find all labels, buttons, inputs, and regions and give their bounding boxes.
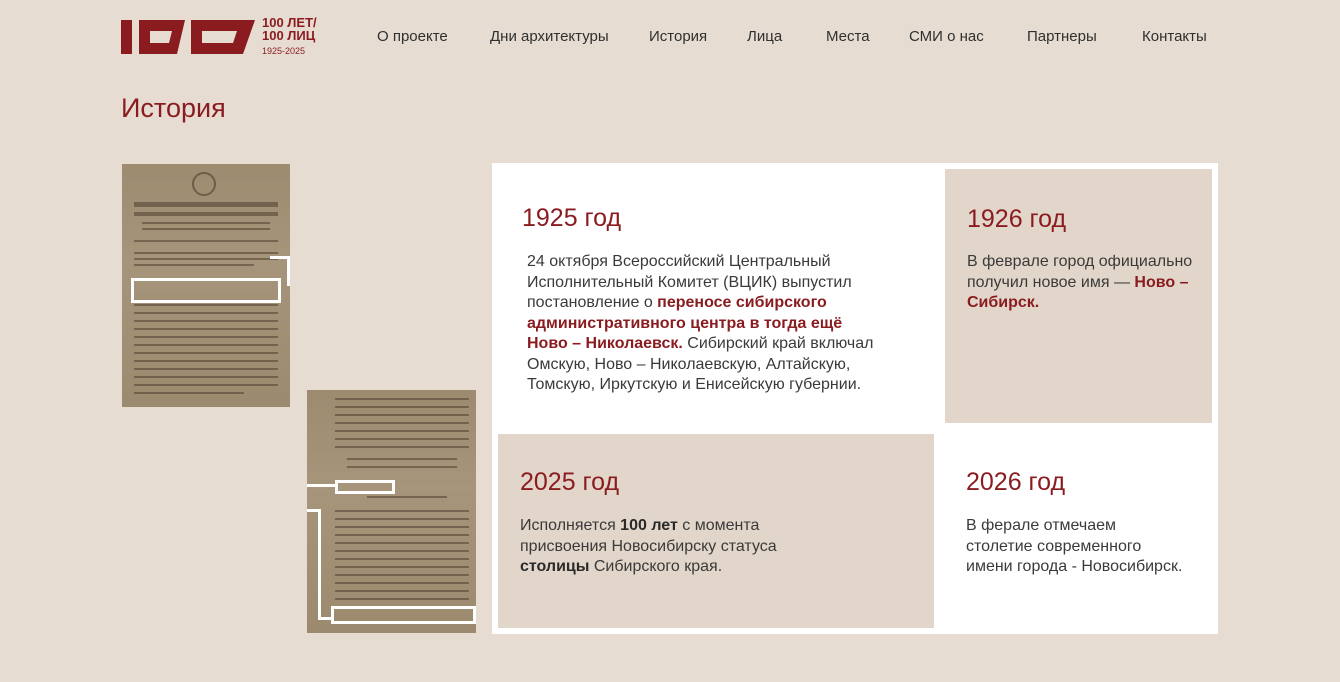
logo-line-2: 100 ЛИЦ [262, 28, 316, 43]
connector-line [287, 256, 290, 286]
page-title: История [121, 93, 226, 123]
nav-faces[interactable]: Лица [747, 28, 783, 45]
timeline-description: В феврале город официально получил новое имя — Ново – Сибирск. [967, 253, 1193, 311]
timeline-bold: 100 лет [620, 517, 678, 534]
nav-architecture-days[interactable]: Дни архитектуры [490, 28, 609, 45]
archive-document-image-1 [122, 164, 290, 407]
timeline-year: 2025 год [520, 468, 620, 496]
timeline-year: 1926 год [967, 205, 1067, 233]
timeline-year: 1925 год [522, 204, 622, 232]
nav-contacts[interactable]: Контакты [1142, 28, 1207, 45]
timeline-year: 2026 год [966, 468, 1066, 496]
logo-line-1: 100 ЛЕТ/ [262, 15, 317, 30]
timeline-description: Исполняется 100 лет с момента присвоения Новосибирску статуса столицы Сибирского края. [520, 517, 777, 575]
timeline-card-2026 [935, 434, 1218, 628]
timeline-highlight: Ново – Сибирск. [967, 273, 1189, 311]
connector-line [307, 484, 337, 487]
timeline-card-1925 [492, 163, 944, 433]
timeline-description: 24 октября Всероссийский Центральный Исполнительный Комитет (ВЦИК) выпустил постановление о переносе сибирского административного центра в тогда ещё Ново – Николаевск. Сибирский край включал Омскую, Ново – Николаевскую, Алтайскую, Томскую, Иркутскую и Енисейскую губернии. [527, 253, 874, 393]
timeline-card-2025 [498, 434, 934, 628]
timeline-panel [492, 163, 1218, 634]
timeline-bold: столицы [520, 558, 590, 575]
archive-document-image-2 [307, 390, 476, 633]
main-nav [0, 28, 1340, 48]
nav-places[interactable]: Места [826, 28, 870, 45]
timeline-description: В ферале отмечаем столетие современного имени города - Новосибирск. [966, 517, 1183, 575]
nav-partners[interactable]: Партнеры [1027, 28, 1097, 45]
connector-line [318, 509, 321, 620]
connector-line [318, 617, 332, 620]
timeline-card-1926 [945, 169, 1212, 423]
timeline-highlight: переносе сибирского административного центра в тогда ещё Ново – Николаевск. [527, 294, 843, 352]
logo-years: 1925-2025 [262, 46, 306, 56]
nav-history[interactable]: История [649, 28, 708, 45]
nav-media[interactable]: СМИ о нас [909, 28, 984, 45]
nav-about[interactable]: О проекте [377, 28, 448, 45]
